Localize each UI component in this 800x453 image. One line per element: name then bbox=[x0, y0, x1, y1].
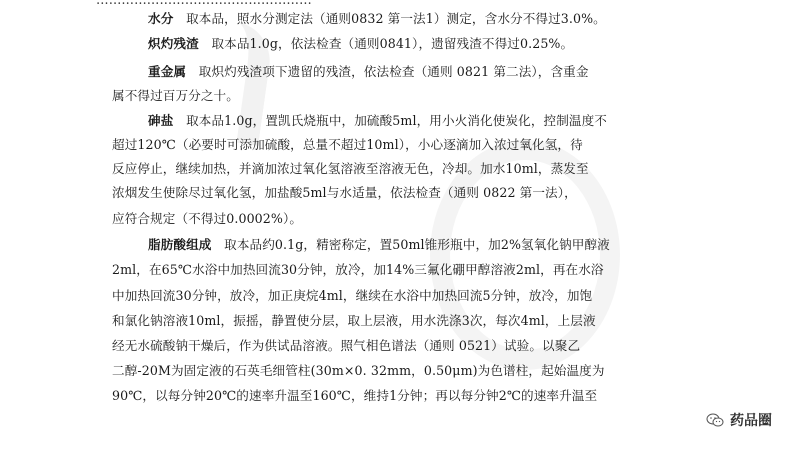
paragraph-line: 中加热回流30分钟，放冷，加正庚烷4ml，继续在水浴中加热回流5分钟，放冷，加饱 bbox=[112, 288, 593, 303]
paragraph-line: 90℃，以每分钟20℃的速率升温至160℃，维持1分钟；再以每分钟2℃的速率升温至 bbox=[112, 388, 598, 403]
paragraph-line: 经无水硫酸钠干燥后，作为供试品溶液。照气相色谱法（通则 0521）试验。以聚乙 bbox=[112, 338, 581, 353]
paragraph-line: 浓烟发生使除尽过氧化氢，加盐酸5ml与水适量，依法检查（通则 0822 第一法）， bbox=[112, 185, 577, 200]
paragraph-text: 取本品，照水分测定法（通则0832 第一法1）测定，含水分不得过3.0%。 bbox=[173, 11, 606, 26]
section-heading: 砷盐 bbox=[148, 113, 174, 128]
paragraph-line: 2ml，在65℃水浴中加热回流30分钟，放冷，加14%三氟化硼甲醇溶液2ml，再在水浴 bbox=[112, 262, 604, 277]
paragraph-heavy-metals bbox=[148, 64, 589, 80]
paragraph-line: 二醇-20M为固定液的石英毛细管柱(30m×0. 32mm，0.50μm)为色谱柱，起始温度为 bbox=[112, 363, 605, 378]
paragraph-text: 取炽灼残渣项下遗留的残渣，依法检查（通则 0821 第二法），含重金 bbox=[186, 64, 589, 79]
section-heading: 重金属 bbox=[148, 64, 187, 79]
wechat-account-badge bbox=[706, 410, 772, 430]
paragraph-line: 反应停止，继续加热，并滴加浓过氧化氢溶液至溶液无色，冷却。加水10ml，蒸发至 bbox=[112, 161, 589, 176]
paragraph-line: 应符合规定（不得过0.0002%）。 bbox=[112, 211, 303, 226]
paragraph-line: 和氯化钠溶液10ml，振摇，静置使分层，取上层液，用水洗涤3次，每次4ml，上层液 bbox=[112, 313, 596, 328]
paragraph-line: 超过120℃（必要时可添加硫酸，总量不超过10ml），小心逐滴加入浓过氧化氢，待 bbox=[112, 137, 583, 152]
paragraph-line: 属不得过百万分之十。 bbox=[112, 88, 239, 103]
section-heading: 水分 bbox=[148, 11, 174, 26]
paragraph-arsenic bbox=[148, 113, 607, 129]
badge-label: 药品圈 bbox=[730, 413, 772, 429]
section-heading: 脂肪酸组成 bbox=[148, 237, 212, 252]
section-heading: 炽灼残渣 bbox=[148, 36, 199, 51]
paragraph-text: 取本品1.0g，依法检查（通则0841），遗留残渣不得过0.25%。 bbox=[198, 36, 574, 51]
cut-off-top-line bbox=[96, 0, 312, 8]
paragraph-fatty-acid-composition bbox=[148, 237, 610, 253]
paragraph-moisture bbox=[148, 11, 606, 27]
wechat-icon bbox=[706, 413, 724, 428]
paragraph-residue-on-ignition bbox=[148, 36, 573, 52]
paragraph-text: 取本品1.0g，置凯氏烧瓶中，加硫酸5ml，用小火消化使炭化，控制温度不 bbox=[173, 113, 607, 128]
paragraph-text: 取本品约0.1g，精密称定，置50ml锥形瓶中，加2%氢氧化钠甲醇液 bbox=[211, 237, 610, 252]
